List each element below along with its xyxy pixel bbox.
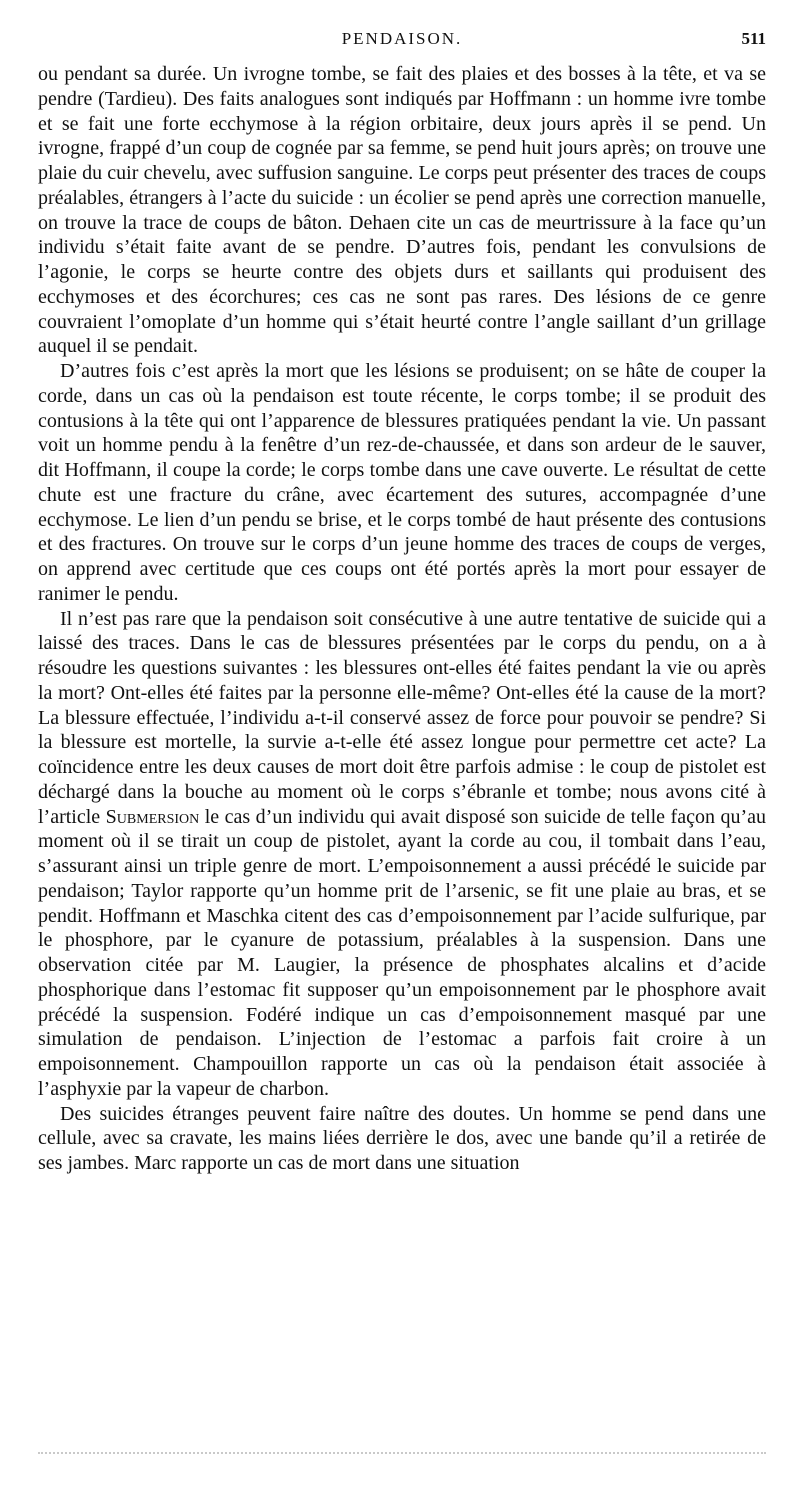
page-number: 511 xyxy=(741,29,766,48)
paragraph-3-text-end: le cas d’un individu qui avait disposé son suicide de telle façon qu’au moment où il se tirait un coup de pistolet, ayant la corde au cou, il tombait dans l’eau, s’assurant ainsi un triple genre de mort. L’empoisonnement a aussi précédé le suicide par pendaison; Taylor rapporte qu’un homme prit de l’arsenic, se fit une plaie au bras, et se pendit. Hoffmann et Maschka citent des cas d’empoisonnement par l’acide sulfurique, par le phosphore, par le cyanure de potassium, préalables à la suspension. Dans une observation citée par M. Laugier, la présence de phosphates alcalins et d’acide phosphorique dans l’estomac fit supposer qu’un empoisonnement par le phosphore avait précédé la suspension. Fodéré indique un cas d’empoisonnement masqué par une simulation de pendaison. L’injection de l’estomac a parfois fait croire à un empoisonnement. Champouillon rapporte un cas où la pendaison était associée à l’asphyxie par la vapeur de charbon. xyxy=(38,805,766,1100)
body-text xyxy=(38,62,766,1176)
cross-reference-submersion: Submersion xyxy=(105,805,200,828)
paragraph-3 xyxy=(38,607,766,1102)
paragraph-2: D’autres fois c’est après la mort que les lésions se produisent; on se hâte de couper la corde, dans un cas où la pendaison est toute récente, le corps tombe; il se produit des contusions à la tête qui ont l’apparence de blessures pratiquées pendant la vie. Un passant voit un homme pendu à la fenêtre d’un rez-de-chaussée, et dans son ardeur de le sauver, dit Hoffmann, il coupe la corde; le corps tombe dans une cave ouverte. Le résultat de cette chute est une fracture du crâne, avec écartement des sutures, accompagnée d’une ecchymose. Le lien d’un pendu se brise, et le corps tombé de haut présente des contusions et des fractures. On trouve sur le corps d’un jeune homme des traces de coups de verges, on apprend avec certitude que ces coups ont été portés après la mort pour essayer de ranimer le pendu. xyxy=(38,360,766,605)
paragraph-4: Des suicides étranges peuvent faire naître des doutes. Un homme se pend dans une cellule, avec sa cravate, les mains liées derrière le dos, avec une bande qu’il a retirée de ses jambes. Marc rapporte un cas de mort dans une situation xyxy=(38,1102,766,1174)
paragraph-1: ou pendant sa durée. Un ivrogne tombe, se fait des plaies et des bosses à la tête, et va se pendre (Tardieu). Des faits analogues sont indiqués par Hoffmann : un homme ivre tombe et se fait une forte ecchymose à la région orbitaire, deux jours après il se pend. Un ivrogne, frappé d’un coup de cognée par sa femme, se pend huit jours après; on trouve une plaie du cuir chevelu, avec suffusion sanguine. Le corps peut présenter des traces de coups préalables, étrangers à l’acte du suicide : un écolier se pend après une correction manuelle, on trouve la trace de coups de bâton. Dehaen cite un cas de meurtrissure à la face qu’un individu s’était faite avant de se pendre. D’autres fois, pendant les convulsions de l’agonie, le corps se heurte contre des objets durs et saillants qui produisent des ecchymoses et des écorchures; ces cas ne sont pas rares. Des lésions de ce genre couvraient l’omoplate d’un homme qui s’était heurté contre l’angle saillant d’un grillage auquel il se pendait. xyxy=(38,63,766,358)
paragraph-3-text-start: Il n’est pas rare que la pendaison soit consécutive à une autre tentative de suicide qui a laissé des traces. Dans le cas de blessures présentées par le corps du pendu, on a à résoudre les questions suivantes : les blessures ont-elles été faites pendant la vie ou après la mort? Ont-elles été faites par la personne elle-même? Ont-elles été la cause de la mort? La blessure effectuée, l’individu a-t-il conservé assez de force pour pouvoir se pendre? Si la blessure est mortelle, la survie a-t-elle été assez longue pour permettre cet acte? La coïncidence entre les deux causes de mort doit être parfois admise : le coup de pistolet est déchargé dans la bouche au moment où le corps s’ébranle et tombe; nous avons cité à l’article xyxy=(38,607,766,828)
running-head xyxy=(38,29,766,55)
running-title: PENDAISON. xyxy=(341,29,463,48)
bleed-through-line xyxy=(38,1452,766,1454)
